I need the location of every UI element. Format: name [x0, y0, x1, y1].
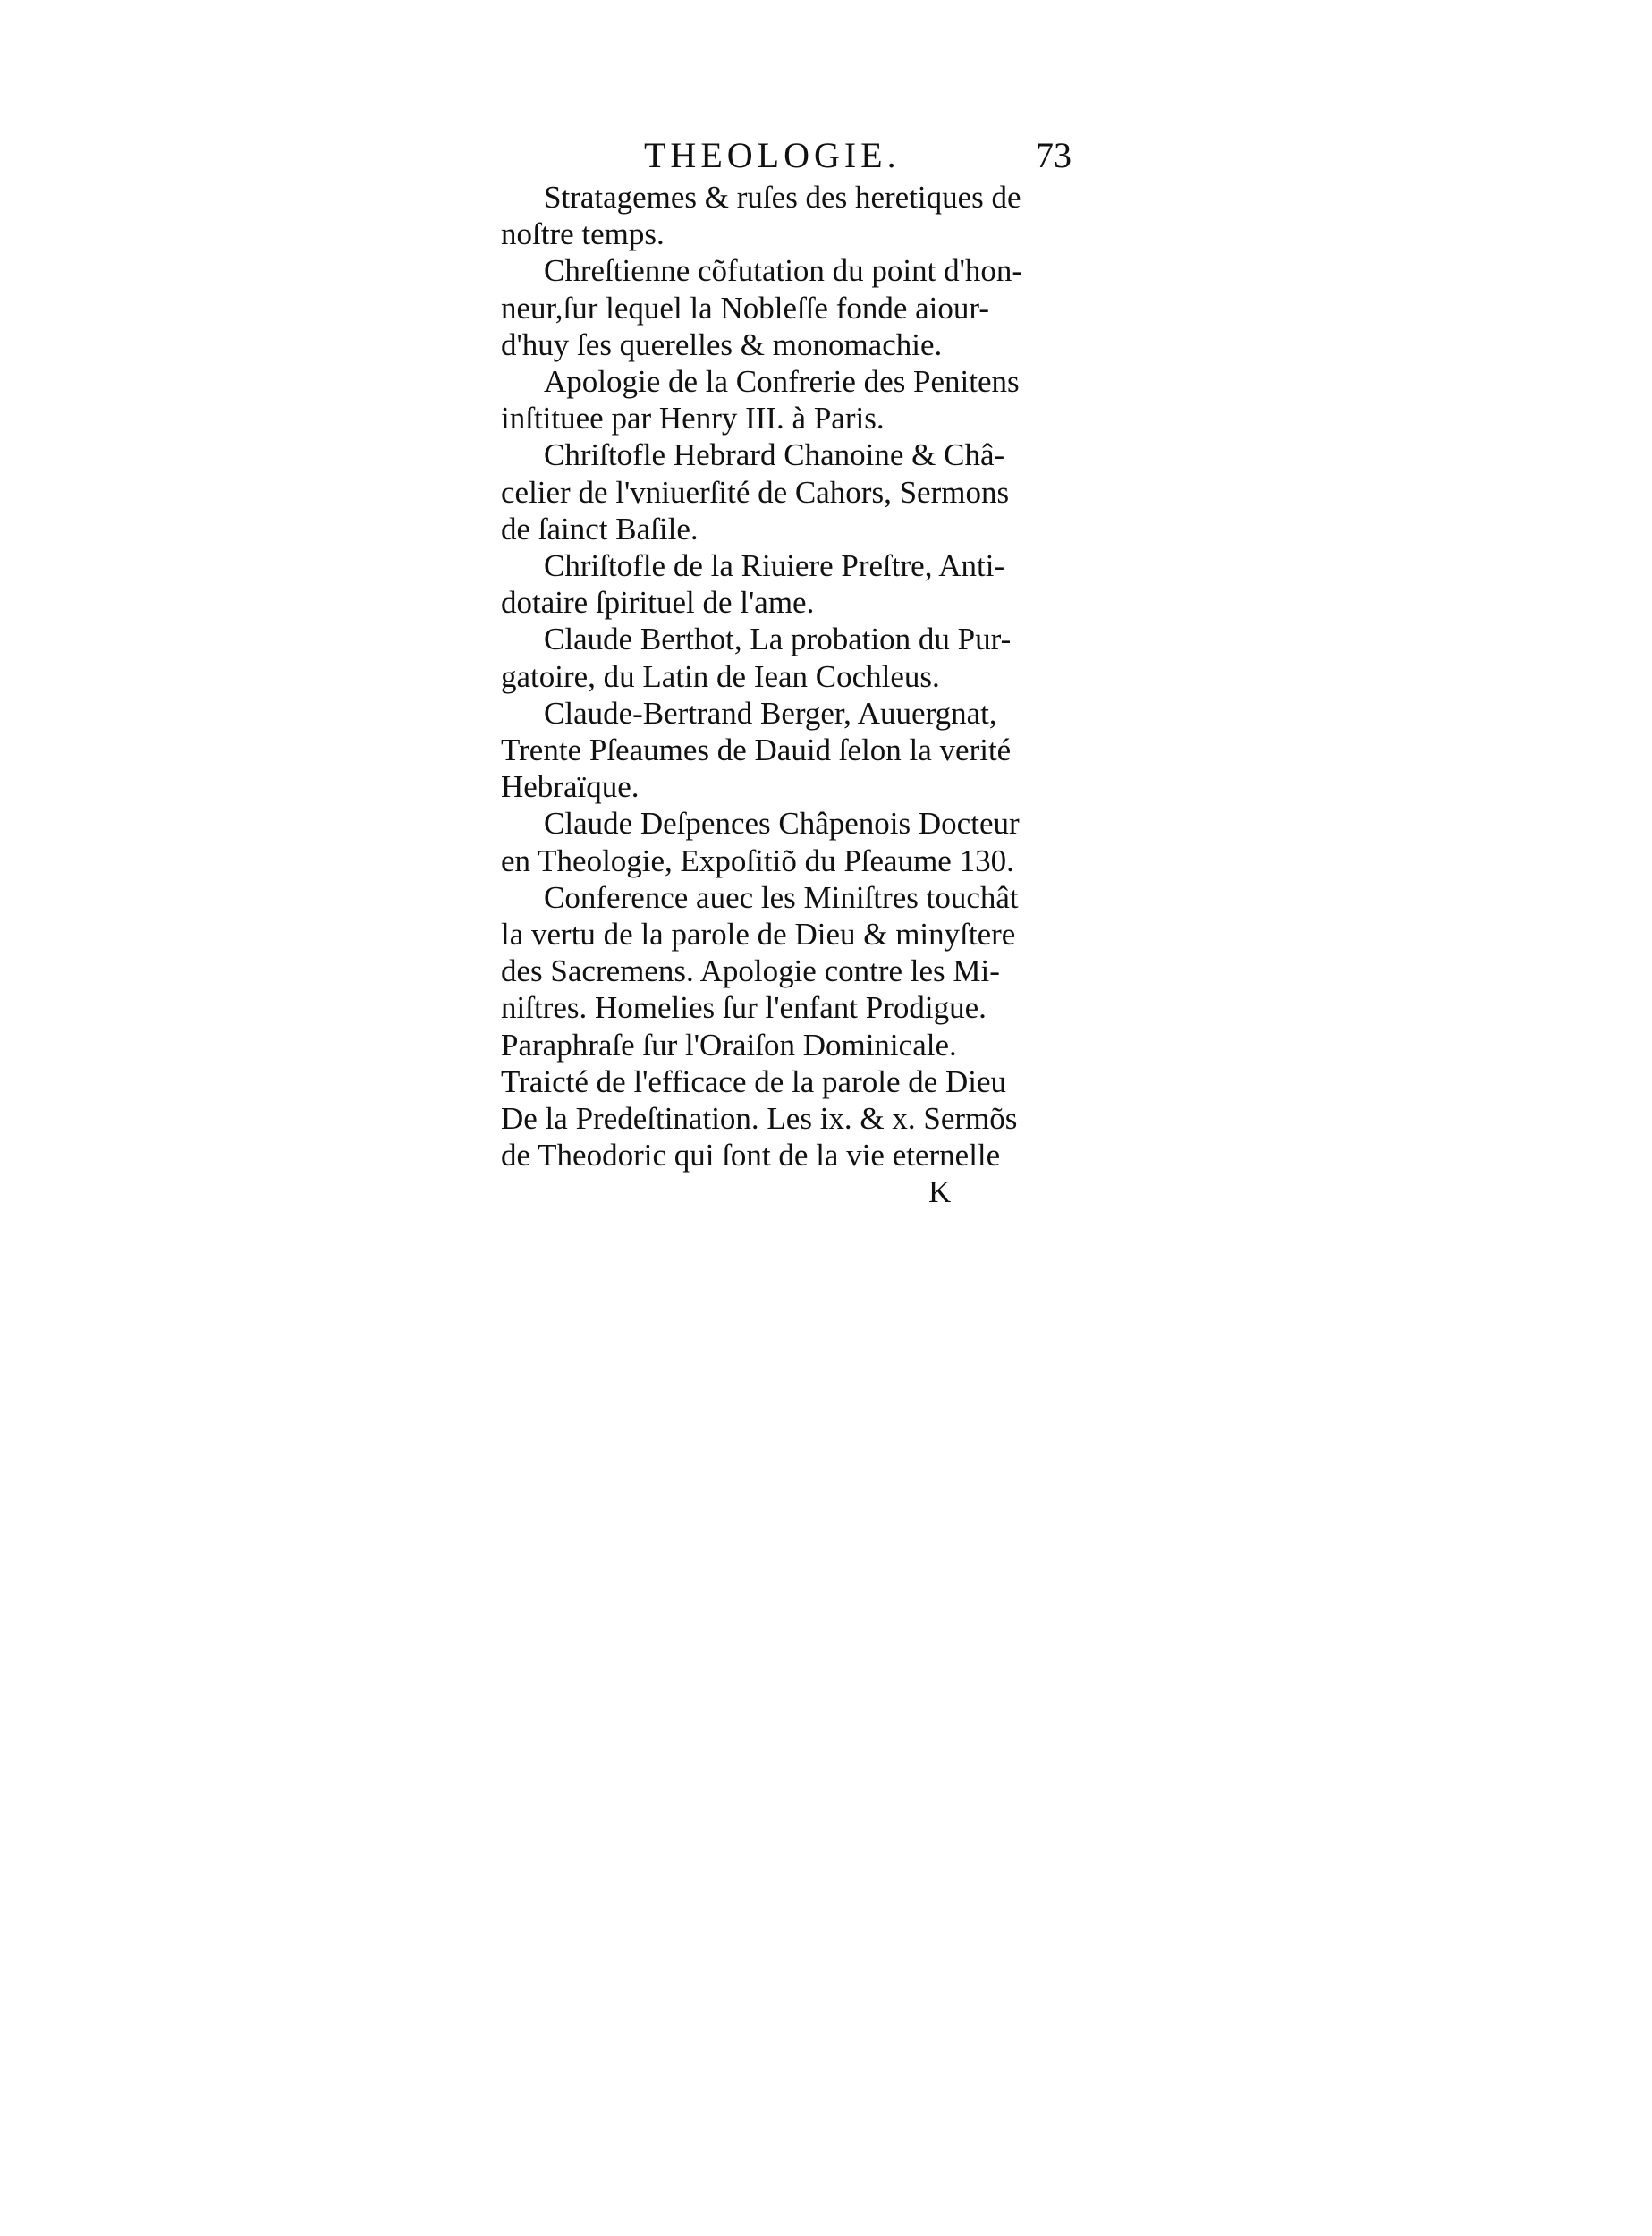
- entry-line: Claude-Bertrand Berger, Auuergnat,: [544, 695, 997, 731]
- entry-line: noſtre temps.: [501, 216, 665, 252]
- entry-line: niſtres. Homelies ſur l'enfant Prodigue.: [501, 990, 987, 1026]
- entry-line: la vertu de la parole de Dieu & minyſtere: [501, 917, 1016, 953]
- entry-line: Chriſtofle de la Riuiere Preſtre, Anti-: [544, 548, 1005, 584]
- entry-apologie: [501, 363, 1082, 436]
- entry-conference: [501, 879, 1082, 1174]
- entry-line: Trente Pſeaumes de Dauid ſelon la verité: [501, 733, 1012, 768]
- text-block: [501, 134, 1082, 1211]
- entry-hebrard: [501, 436, 1082, 547]
- entry-berthot: [501, 621, 1082, 694]
- entry-line: gatoire, du Latin de Iean Cochleus.: [501, 658, 940, 694]
- running-head: [501, 134, 1082, 177]
- entry-line: Traicté de l'efficace de la parole de Dieu: [501, 1063, 1007, 1099]
- entry-line: neur,ſur lequel la Nobleſſe fonde aiour-: [501, 290, 990, 326]
- entry-stratagemes: [501, 179, 1082, 252]
- signature-mark: [501, 1173, 1082, 1211]
- page-number: 73: [1036, 135, 1072, 175]
- entry-line: en Theologie, Expoſitiõ du Pſeaume 130.: [501, 843, 1014, 878]
- entry-line: Claude Deſpences Châpenois Docteur: [544, 806, 1020, 842]
- entry-riuiere: [501, 547, 1082, 621]
- entry-despences: [501, 805, 1082, 878]
- entry-line: dotaire ſpirituel de l'ame.: [501, 585, 815, 621]
- entry-line: celier de l'vniuerſité de Cahors, Sermons: [501, 474, 1010, 510]
- entry-line: Stratagemes & ruſes des heretiques de: [544, 180, 1021, 215]
- entry-line: Paraphraſe ſur l'Oraiſon Dominicale.: [501, 1027, 957, 1063]
- entry-line: Chreſtienne cõfutation du point d'hon-: [544, 253, 1023, 289]
- entry-line: d'huy ſes querelles & monomachie.: [501, 326, 943, 362]
- entry-line: inſtituee par Henry III. à Paris.: [501, 401, 885, 436]
- entry-berger: [501, 695, 1082, 806]
- entry-line: Chriſtofle Hebrard Chanoine & Châ-: [544, 437, 1005, 473]
- entry-line: Conference auec les Miniſtres touchât: [544, 879, 1019, 915]
- entry-line: Claude Berthot, La probation du Pur-: [544, 622, 1012, 657]
- entry-line: De la Predeſtination. Les ix. & x. Sermõs: [501, 1101, 1018, 1137]
- signature-letter: K: [928, 1174, 952, 1210]
- entry-line: Hebraïque.: [501, 769, 640, 805]
- entry-confutation: [501, 252, 1082, 363]
- entry-line: des Sacremens. Apologie contre les Mi-: [501, 953, 1000, 989]
- entry-line: Apologie de la Confrerie des Penitens: [544, 364, 1020, 400]
- running-head-title: THEOLOGIE.: [644, 135, 901, 175]
- entry-line: de ſainct Baſile.: [501, 511, 699, 546]
- entry-line: de Theodoric qui ſont de la vie eternelle: [501, 1138, 1001, 1173]
